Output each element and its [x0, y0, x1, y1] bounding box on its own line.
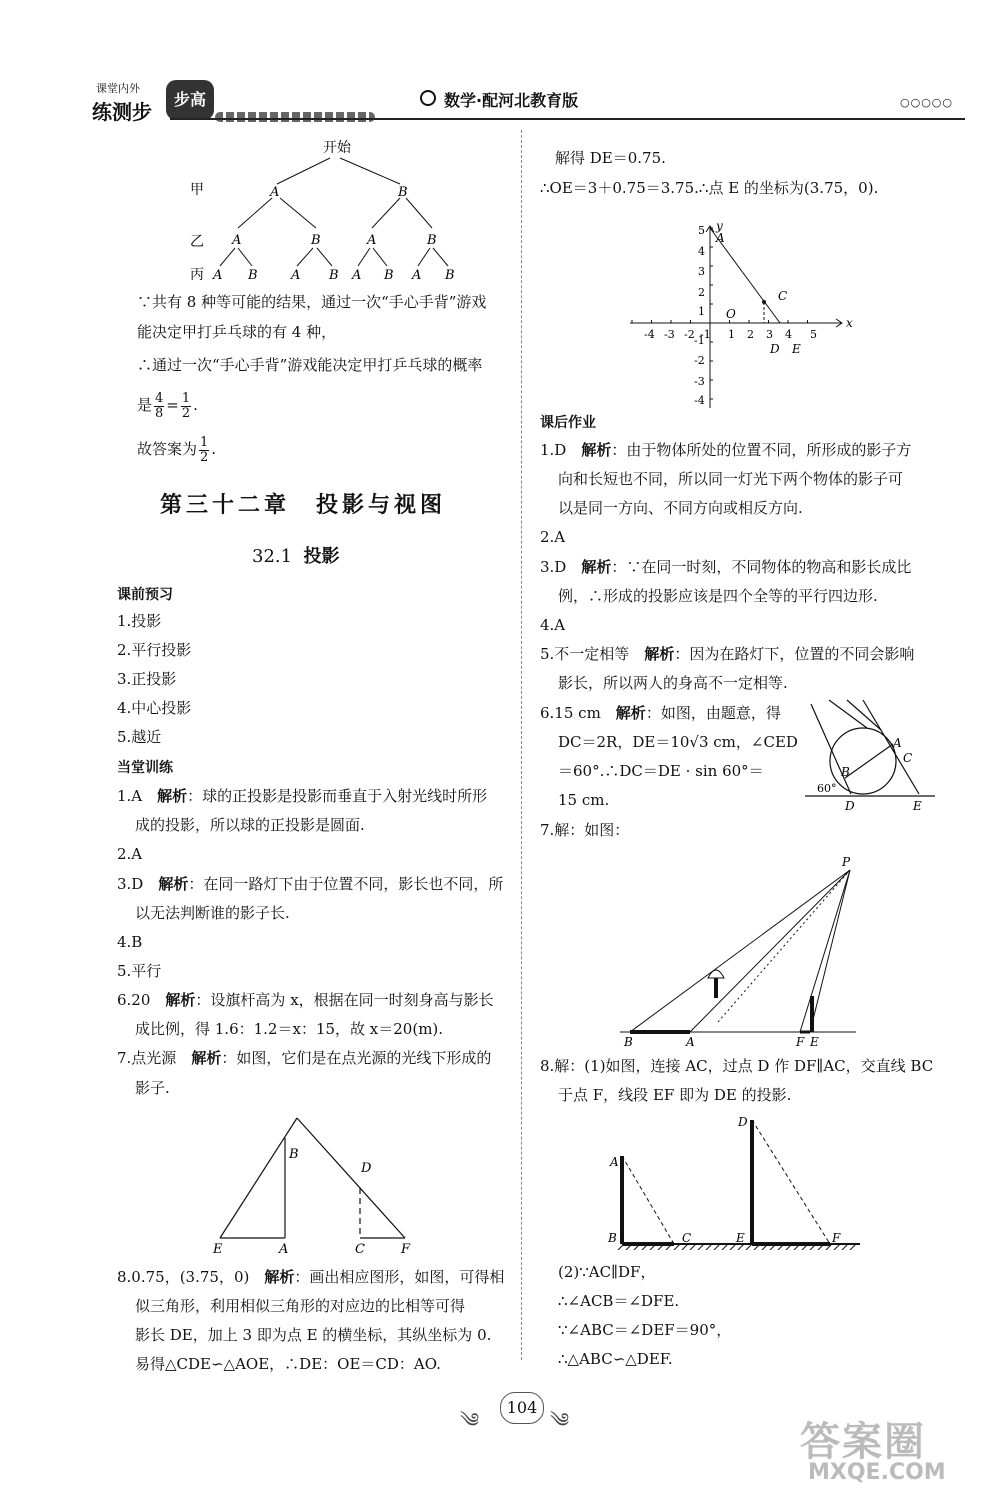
svg-text:A: A: [279, 1242, 289, 1257]
svg-text:E: E: [810, 1035, 819, 1048]
svg-text:C: C: [778, 289, 788, 303]
brand-main: 练测步: [92, 100, 152, 124]
svg-text:-1: -1: [694, 334, 705, 347]
text-line: 似三角形，利用相似三角形的对应边的比相等可得: [135, 1297, 466, 1315]
watermark-url: MXQE.COM: [808, 1460, 946, 1485]
hw-answer-7: 7.解：如图：: [540, 821, 630, 839]
fraction: $\frac{1}{2}$: [181, 390, 191, 421]
text-line: 以无法判断谁的影子长.: [135, 904, 290, 922]
svg-text:B: B: [289, 1147, 299, 1162]
svg-text:2: 2: [747, 328, 754, 341]
svg-text:x: x: [846, 316, 853, 330]
list-item: 5.越近: [117, 728, 162, 746]
svg-text:A: A: [232, 233, 242, 248]
svg-text:E: E: [736, 1231, 745, 1245]
hw-answer-8: 8.解：(1)如图，连接 AC，过点 D 作 DF∥AC，交直线 BC: [540, 1057, 934, 1075]
probability-result: 是 $\frac{4}{8}$ = $\frac{1}{2}$ .: [137, 390, 198, 421]
svg-text:C: C: [903, 751, 913, 765]
svg-text:B: B: [608, 1231, 617, 1245]
text-line: ∴通过一次“手心手背”游戏能决定甲打乒乓球的概率: [137, 356, 483, 374]
ball-shadow-figure: [795, 696, 945, 814]
svg-text:5: 5: [810, 328, 817, 341]
subsection-heading: 课后作业: [540, 415, 596, 431]
point-light-figure: [205, 1110, 425, 1260]
svg-text:3: 3: [766, 328, 773, 341]
svg-text:D: D: [770, 342, 780, 356]
svg-text:A: A: [716, 231, 725, 245]
probability-tree: [180, 136, 480, 286]
text-line: ＝60°.∴DC＝DE · sin 60°＝: [558, 762, 764, 780]
text-line: ∵共有 8 种等可能的结果，通过一次“手心手背”游戏: [137, 293, 487, 311]
answer-8: 8.0.75，(3.75，0) 解析：画出相应图形，如图，可得相: [117, 1268, 505, 1286]
svg-text:B: B: [398, 185, 408, 200]
hw-answer-5: 5.不一定相等 解析：因为在路灯下，位置的不同会影响: [540, 645, 915, 663]
text-line: 能决定甲打乒乓球的有 4 种，: [137, 323, 337, 341]
hw-answer-2: 2.A: [540, 528, 566, 546]
tree-root: 开始: [323, 140, 351, 156]
svg-text:-2: -2: [694, 354, 705, 367]
svg-text:2: 2: [698, 286, 705, 299]
svg-text:1: 1: [728, 328, 735, 341]
svg-text:A: A: [610, 1155, 619, 1169]
text-line: 成的投影，所以球的正投影是圆面.: [135, 816, 365, 834]
answer-3: 3.D 解析：在同一路灯下由于位置不同，影长也不同，所: [117, 875, 504, 893]
lamp-icon: [708, 970, 724, 998]
svg-text:A: A: [213, 268, 223, 283]
svg-text:A: A: [270, 185, 280, 200]
svg-text:F: F: [832, 1231, 841, 1245]
svg-text:y: y: [716, 219, 723, 233]
hw-answer-4: 4.A: [540, 616, 566, 634]
svg-text:B: B: [329, 268, 339, 283]
header-dots: ○○○○○: [900, 96, 953, 109]
list-item: 3.正投影: [117, 670, 177, 688]
svg-text:P: P: [842, 855, 851, 869]
svg-text:1: 1: [698, 305, 705, 318]
page-number: 104: [500, 1392, 544, 1424]
light-source-figure: [620, 852, 860, 1048]
poles-shadow-figure: [600, 1110, 870, 1250]
svg-text:O: O: [726, 307, 736, 321]
text-line: (2)∵AC∥DF，: [558, 1263, 656, 1281]
hw-answer-3: 3.D 解析：∵在同一时刻，不同物体的物高和影长成比: [540, 558, 912, 576]
brand-badge: 步高: [166, 80, 214, 120]
svg-text:3: 3: [698, 265, 705, 278]
hw-answer-6: 6.15 cm 解析：如图，由题意，得: [540, 704, 781, 722]
list-item: 2.平行投影: [117, 641, 192, 659]
answer-2: 2.A: [117, 845, 143, 863]
svg-text:A: A: [412, 268, 422, 283]
tree-row-jia: 甲: [190, 182, 204, 198]
svg-text:A: A: [686, 1035, 695, 1048]
svg-text:A: A: [893, 736, 902, 750]
svg-text:E: E: [213, 1242, 223, 1257]
svg-text:F: F: [401, 1242, 411, 1257]
text-line: DC＝2R，DE＝10√3 cm，∠CED: [558, 733, 798, 751]
text-line: ∴∠ACB＝∠DFE.: [558, 1292, 680, 1310]
text-line: 15 cm.: [558, 791, 610, 809]
subsection-heading: 当堂训练: [117, 760, 173, 776]
fraction: $\frac{1}{2}$: [200, 434, 209, 465]
answer-4: 4.B: [117, 933, 143, 951]
watermark-logo: 答案圈: [800, 1419, 926, 1465]
svg-text:B: B: [841, 765, 850, 779]
header-decoration: [215, 112, 375, 122]
svg-text:-2: -2: [684, 328, 695, 341]
text-line: 成比例，得 1.6：1.2＝x：15，故 x＝20(m).: [135, 1020, 444, 1038]
svg-text:E: E: [792, 342, 801, 356]
list-item: 1.投影: [117, 612, 162, 630]
svg-text:-3: -3: [694, 375, 705, 388]
text-line: 影长 DE，加上 3 即为点 E 的横坐标，其纵坐标为 0.: [135, 1326, 492, 1344]
svg-text:D: D: [738, 1115, 748, 1129]
svg-text:B: B: [427, 233, 437, 248]
text-line: 向和长短也不同，所以同一灯光下两个物体的影子可: [558, 470, 904, 488]
section-title: 32.1 投影: [252, 546, 340, 567]
svg-text:60°: 60°: [817, 782, 837, 795]
svg-text:A: A: [352, 268, 362, 283]
svg-text:-4: -4: [644, 328, 655, 341]
svg-text:B: B: [248, 268, 258, 283]
text-line: 易得△CDE∽△AOE，∴DE：OE＝CD：AO.: [135, 1355, 441, 1373]
hw-answer-1: 1.D 解析：由于物体所处的位置不同，所形成的影子方: [540, 441, 912, 459]
page-ornament-left: ༄: [460, 1408, 480, 1432]
svg-text:5: 5: [698, 224, 705, 237]
svg-text:B: B: [311, 233, 321, 248]
text-line: 于点 F，线段 EF 即为 DE 的投影.: [558, 1086, 792, 1104]
tree-row-yi: 乙: [190, 234, 204, 250]
answer-5: 5.平行: [117, 962, 162, 980]
svg-text:C: C: [682, 1231, 692, 1245]
text-line: 以是同一方向、不同方向或相反方向.: [558, 499, 803, 517]
text-line: 解得 DE＝0.75.: [555, 149, 666, 167]
page-ornament-right: ༄: [550, 1408, 570, 1432]
list-item: 4.中心投影: [117, 699, 192, 717]
svg-text:B: B: [624, 1035, 633, 1048]
svg-text:D: D: [845, 799, 855, 813]
svg-text:-1: -1: [700, 328, 711, 341]
brand-top: 课堂内外: [96, 82, 140, 95]
column-divider: [521, 130, 522, 1360]
coordinate-graph: [620, 218, 860, 414]
subsection-heading: 课前预习: [117, 587, 173, 603]
header-rule: [170, 118, 965, 120]
svg-text:4: 4: [698, 245, 705, 258]
svg-text:A: A: [291, 268, 301, 283]
text-line: 影长，所以两人的身高不一定相等.: [558, 674, 788, 692]
chapter-title: 第三十二章 投影与视图: [160, 493, 447, 518]
text-line: ∵∠ABC＝∠DEF＝90°，: [558, 1321, 732, 1339]
svg-text:F: F: [796, 1035, 805, 1048]
svg-text:4: 4: [785, 328, 792, 341]
svg-text:-4: -4: [694, 394, 705, 407]
answer-6: 6.20 解析：设旗杆高为 x，根据在同一时刻身高与影长: [117, 991, 494, 1009]
fraction: $\frac{4}{8}$: [155, 390, 164, 421]
text-line: 例，∴形成的投影应该是四个全等的平行四边形.: [558, 587, 878, 605]
svg-text:E: E: [913, 799, 922, 813]
answer-7: 7.点光源 解析：如图，它们是在点光源的光线下形成的: [117, 1049, 492, 1067]
answer-1: 1.A 解析：球的正投影是投影而垂直于入射光线时所形: [117, 787, 488, 805]
text-line: ∴OE＝3＋0.75＝3.75.∴点 E 的坐标为(3.75，0).: [540, 179, 879, 197]
answer-line: 故答案为 $\frac{1}{2}$ .: [137, 434, 217, 465]
tree-row-bing: 丙: [190, 267, 204, 283]
svg-text:A: A: [367, 233, 377, 248]
svg-text:-3: -3: [664, 328, 675, 341]
text-line: 影子.: [135, 1079, 170, 1097]
svg-text:B: B: [384, 268, 394, 283]
text-line: ∴△ABC∽△DEF.: [558, 1350, 673, 1368]
svg-text:B: B: [445, 268, 455, 283]
subject-title: 数学·配河北教育版: [444, 91, 579, 110]
svg-text:C: C: [355, 1242, 365, 1257]
subject-icon: [420, 90, 436, 106]
svg-text:D: D: [361, 1161, 372, 1176]
